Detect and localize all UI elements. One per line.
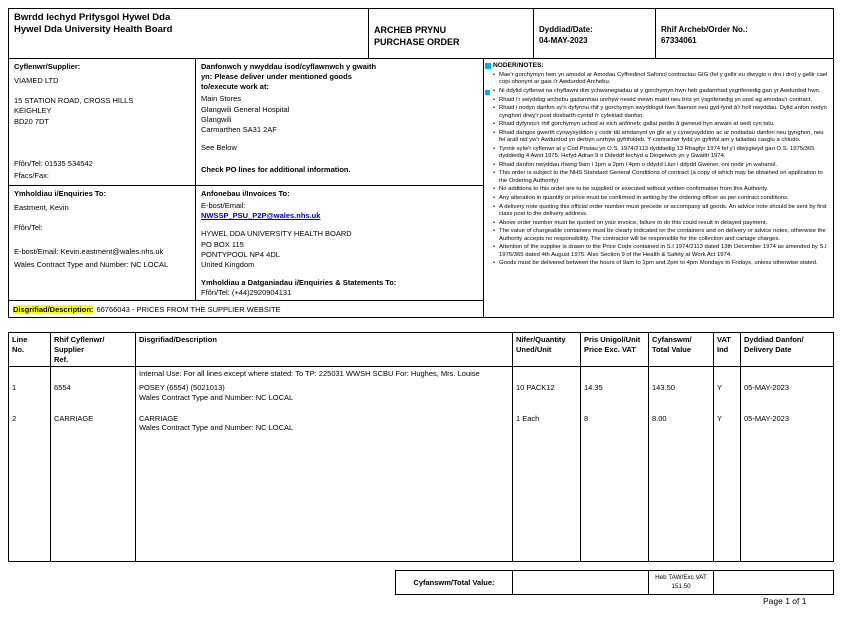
col-header-text: Price Exc. VAT xyxy=(584,344,636,354)
empty-cell xyxy=(51,367,136,381)
note-text: • Attention of the supplier is drawn to the Price Code contained in S.I 1974/2113 dated 13th December 1974 as amended by S.I 1975/365 dated 4th August 1975. Also Section 9 of the Health & Safety at Work Act 1974. xyxy=(499,244,827,258)
cell-line-no: 1 xyxy=(9,381,51,405)
note-text: • This order is subject to the NHS Standard General Conditions of contract (a copy of which may be obtained on application to the Ordering Authority) xyxy=(499,170,823,184)
total-value-cell xyxy=(649,571,714,594)
supplier-address-line: 15 STATION ROAD, CROSS HILLS xyxy=(14,96,134,106)
cell-delivery-date: 05-MAY-2023 xyxy=(744,413,790,423)
cell-unit-price: 8 xyxy=(581,405,649,436)
supplier-address-line: KEIGHLEY xyxy=(14,106,52,116)
cell-delivery-date: 05-MAY-2023 xyxy=(744,383,790,392)
deliver-label-line: Danfonwch y nwyddau isod/cyflawnwch y gwaith xyxy=(201,62,377,71)
org-name-welsh: Bwrdd Iechyd Prifysgol Hywel Dda xyxy=(14,12,171,23)
deliver-to-cell xyxy=(196,59,483,185)
col-header-text: Cyfanswm/ xyxy=(652,335,692,344)
order-date-label: Dyddiad/Date: xyxy=(539,25,593,34)
note-item xyxy=(493,195,828,202)
col-header-text: Disgrifiad/Description xyxy=(139,335,217,344)
empty-cell xyxy=(714,367,741,381)
deliver-label-line: yn: Please deliver under mentioned goods xyxy=(201,72,352,82)
note-item xyxy=(493,244,828,258)
check-po-note: Check PO lines for additional information. xyxy=(201,165,351,174)
item-contract: Wales Contract Type and Number: NC LOCAL xyxy=(139,423,294,433)
cell-line-no: 2 xyxy=(9,405,51,436)
annotation-marker-icon xyxy=(485,63,491,69)
col-header-total-value xyxy=(649,333,714,366)
col-header-delivery-date xyxy=(741,333,833,366)
order-number-label: Rhif Archeb/Order No.: xyxy=(661,25,748,34)
note-item xyxy=(493,130,828,144)
cell-supplier-ref: 6554 xyxy=(51,381,136,405)
deliver-label-line: to/execute work at: xyxy=(201,82,269,92)
note-text: • No additions to this order are to be supplied or executed without written confirmation from this Authority. xyxy=(499,186,769,193)
left-column xyxy=(9,59,484,317)
empty-cell xyxy=(51,435,136,561)
note-item xyxy=(493,186,828,193)
empty-cell xyxy=(9,435,51,561)
note-item xyxy=(493,121,828,128)
order-number-cell xyxy=(656,9,833,58)
note-text: • A delivery note quoting this official order number must precede or accompany all goods. An advice note should be sent by first class post to the delivery address. xyxy=(499,203,827,217)
note-text: • Rhaid danfon nwyddau rhwng 9am i 1pm a 2pm i 4pm o ddydd Llun i ddydd Gwener, oni nodir yn wahanol. xyxy=(499,161,778,168)
col-header-text: Line xyxy=(12,335,28,344)
note-item xyxy=(493,105,828,119)
col-header-text: Ind xyxy=(717,344,729,354)
supplier-deliver-row xyxy=(9,59,483,186)
notes-label: NODER/NOTES: xyxy=(493,62,544,69)
empty-cell xyxy=(581,367,649,381)
empty-cell xyxy=(9,367,51,381)
empty-cell xyxy=(741,367,833,381)
po-top-section xyxy=(8,8,834,318)
invoices-address-line: PO BOX 115 xyxy=(201,239,244,249)
col-header-text: Pris Unigol/Unit xyxy=(584,335,641,344)
cell-description xyxy=(136,381,513,405)
note-text: • Tynnir sylw'r cyflenwr at y Cod Prisiau yn O.S. 1974/2113 dyddiedig 13 Rhagfyr 1974 fel y'i diwygiwyd gan O.S. 1975/365 dyddiedig 4 Awst 1975. Hefyd Adran 9 o Ddeddf Iechyd a Diogelwch yn y Gwaith 1974. xyxy=(499,145,815,160)
col-header-text: Total Value xyxy=(652,344,692,354)
note-item xyxy=(493,220,828,227)
note-text: • Mae'r gorchymyn hwn yn amodol ar Amodau Cyffredinol Safonol contractau GIG (fel y gellir eu diwygio o dro i dro) y gellir cael copi ohonynt ar gais i'r Awdurdod Archebu. xyxy=(499,72,828,86)
notes-panel xyxy=(484,59,833,317)
note-item xyxy=(493,260,828,267)
invoices-address-line: PONTYPOOL NP4 4DL xyxy=(201,249,280,259)
cell-vat-ind: Y xyxy=(714,405,741,436)
supplier-phone: Ffôn/Tel: 01535 534542 xyxy=(14,158,93,168)
empty-cell xyxy=(513,367,581,381)
note-item xyxy=(493,88,828,95)
enquiries-cell xyxy=(9,186,196,300)
deliver-address-line: Glangwili General Hospital xyxy=(201,104,290,114)
note-text: • Ni ddylid cyflenwi na chyflawni dim ychwanegiadau at y gorchymyn hwn heb gadarnhad ysgrifenedig gan yr Awdurdod hwn. xyxy=(499,87,821,94)
annotation-marker-icon xyxy=(485,90,490,95)
total-label: Cyfanswm/Total Value: xyxy=(396,571,513,594)
enquiries-contract: Wales Contract Type and Number: NC LOCAL xyxy=(14,259,169,269)
item-description: POSEY (6554) (5021013) xyxy=(139,383,225,392)
note-text: • Rhaid i'r swyddog archebu gadarnhau unrhyw newid mewn maint neu bris yn ysgrifenedig yn unol ag amodau'r contract. xyxy=(499,96,812,103)
note-text: • Goods must be delivered between the hours of 9am to 1pm and 2pm to 4pm Mondays to Fridays, unless otherwise stated. xyxy=(499,260,818,267)
deliver-address-line: Main Stores xyxy=(201,94,242,104)
empty-cell xyxy=(581,435,649,561)
empty-cell xyxy=(714,435,741,561)
title-english: PURCHASE ORDER xyxy=(374,37,460,48)
cell-unit-price: 14.35 xyxy=(581,381,649,405)
col-header-text: Nifer/Quantity xyxy=(516,335,566,344)
supplier-address-line: BD20 7DT xyxy=(14,116,50,126)
totals-row xyxy=(395,570,834,595)
col-header-text: No. xyxy=(12,344,25,354)
col-header-text: Rhif Cyflenwr/ Supplier xyxy=(54,335,105,354)
title-welsh: ARCHEB PRYNU xyxy=(374,25,447,35)
supplier-label: Cyflenwr/Supplier: xyxy=(14,62,81,71)
empty-cell xyxy=(649,367,714,381)
description-label: Disgrifiad/Description: xyxy=(13,304,94,314)
cell-quantity: 1 Each xyxy=(513,405,581,436)
internal-use-text: Internal Use: For all lines except where stated: To TP: 225031 WWSH SCBU For: Hughes, Mrs. Louise xyxy=(136,367,513,381)
col-header-text: VAT xyxy=(717,335,731,344)
order-number-value: 67334061 xyxy=(661,36,697,46)
table-body xyxy=(9,367,833,561)
note-text: • Above order number must be quoted on your invoice, failure to do this could result in delayed payment. xyxy=(499,219,768,226)
enquiries-email: E-bost/Email: Kevin.eastment@wales.nhs.uk xyxy=(14,247,164,257)
note-text: • Rhaid i nodyn danfon sy'n dyfynnu rhif y gorchymyn swyddogol hwn flaenori neu gyd-fynd â'r holl nwyddau. Dylid anfon nodyn cynghori drwy'r post dosbarth cyntaf i'r cyfeiriad danfon. xyxy=(499,105,827,119)
cell-quantity: 10 PACK12 xyxy=(513,381,581,405)
invoices-address-line: HYWEL DDA UNIVERSITY HEALTH BOARD xyxy=(201,229,352,239)
invoices-address-line: United Kingdom xyxy=(201,259,255,269)
col-header-quantity xyxy=(513,333,581,366)
cell-total: 143.50 xyxy=(649,381,714,405)
note-item xyxy=(493,204,828,218)
order-date-cell xyxy=(534,9,656,58)
cell-vat-ind: Y xyxy=(714,381,741,405)
col-header-description xyxy=(136,333,513,366)
see-below-text: See Below xyxy=(201,142,237,152)
note-item xyxy=(493,228,828,242)
supplier-fax: Ffacs/Fax: xyxy=(14,170,50,180)
internal-use-row xyxy=(9,367,833,381)
note-text: • Rhaid dangos gwerth cynwysyddion y codir tâl amdanynt yn glir ar y cynwysyddion ac ar nodiadau danfon neu gynghori, neu fel arall nid yw'r Awdurdod yn derbyn unrhyw gyfrifoldeb. Y contractwr fydd yn gyfrifol am y taliadau casglu a chludo. xyxy=(499,129,824,144)
table-row xyxy=(9,405,833,436)
cell-description xyxy=(136,405,513,436)
item-description: CARRIAGE xyxy=(139,413,179,423)
vat-exclusive-label: Heb TAW/Exc VAT xyxy=(655,574,707,581)
statements-label: Ymholdiau a Datganiadau i/Enquiries & Statements To: xyxy=(201,277,397,287)
note-text: • Any alteration in quantity or price must be confirmed in writing by the ordering officer as per contract conditions. xyxy=(499,195,789,202)
cell-supplier-ref: CARRIAGE xyxy=(51,405,136,436)
enquiries-name: Eastment, Kevin xyxy=(14,203,69,213)
col-header-line-no xyxy=(9,333,51,366)
order-lines-table xyxy=(8,332,834,562)
empty-cell xyxy=(513,435,581,561)
empty-cell xyxy=(741,435,833,561)
enquiries-label: Ymholdiau i/Enquiries To: xyxy=(14,189,106,198)
total-value: 151.50 xyxy=(671,583,691,591)
deliver-address-line: Carmarthen SA31 2AF xyxy=(201,124,277,134)
table-header-row xyxy=(9,333,833,367)
cell-total: 8.00 xyxy=(649,405,714,436)
col-header-vat-ind xyxy=(714,333,741,366)
col-header-text: Delivery Date xyxy=(744,344,792,354)
enquiries-phone: Ffôn/Tel: xyxy=(14,223,43,233)
col-header-text: Dyddiad Danfon/ xyxy=(744,335,804,344)
document-title xyxy=(369,9,534,58)
note-item xyxy=(493,146,828,160)
note-item xyxy=(493,162,828,169)
invoices-email-link[interactable]: NWSSP_PSU_P2P@wales.nhs.uk xyxy=(201,211,321,221)
col-header-supplier-ref xyxy=(51,333,136,366)
note-item xyxy=(493,97,828,104)
description-row xyxy=(9,301,483,317)
description-value: 66766043 - PRICES FROM THE SUPPLIER WEBSITE xyxy=(96,304,281,314)
order-date-value: 04-MAY-2023 xyxy=(539,36,588,46)
invoices-email-label: E-bost/Email: xyxy=(201,201,246,211)
org-name xyxy=(9,9,369,58)
note-text: • The value of chargeable containers must be clearly indicated on the containers and on delivery or advice notes, otherwise the Authority accepts no responsibility. The contractor will be responsible for the collection and cartage charges. xyxy=(499,228,826,242)
header-band xyxy=(9,9,833,59)
org-name-english: Hywel Dda University Health Board xyxy=(14,24,173,36)
note-item xyxy=(493,72,828,86)
empty-cell xyxy=(649,435,714,561)
totals-spacer xyxy=(513,571,649,594)
col-header-text: Ref. xyxy=(54,354,69,364)
statements-phone: Ffôn/Tel: (+44)2920904131 xyxy=(201,288,292,297)
supplier-cell xyxy=(9,59,196,185)
empty-cell xyxy=(136,435,513,561)
note-text: • Rhaid dyfynnu'r rhif gorchymyn uchod ar eich anfoneb; gallai peidio â gwneud hyn arwain at oedi cyn talu. xyxy=(499,121,775,128)
supplier-name: VIAMED LTD xyxy=(14,76,59,86)
item-contract: Wales Contract Type and Number: NC LOCAL xyxy=(139,392,294,402)
enquiries-invoices-row xyxy=(9,186,483,301)
col-header-text: Uned/Unit xyxy=(516,344,552,354)
page-number: Page 1 of 1 xyxy=(763,596,807,606)
invoices-cell xyxy=(196,186,483,300)
invoices-label: Anfonebau i/Invoices To: xyxy=(201,189,290,198)
table-row xyxy=(9,381,833,405)
col-header-unit-price xyxy=(581,333,649,366)
lower-band xyxy=(9,59,833,317)
note-item xyxy=(493,170,828,184)
deliver-address-line: Glangwili xyxy=(201,114,232,124)
table-filler-row xyxy=(9,435,833,561)
totals-spacer xyxy=(714,571,833,594)
